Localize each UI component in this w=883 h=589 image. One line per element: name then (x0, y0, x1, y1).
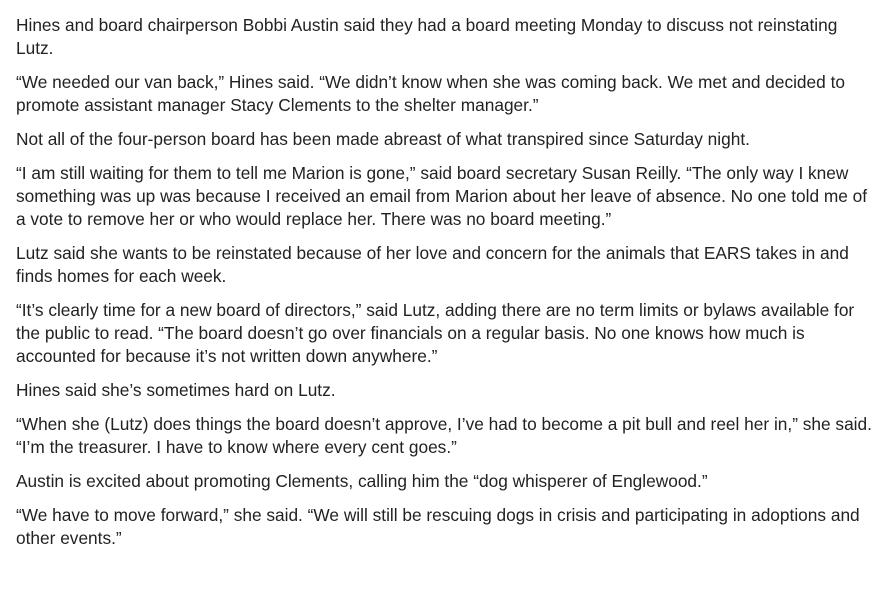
article-body (16, 14, 876, 561)
article-paragraph: “We have to move forward,” she said. “We will still be rescuing dogs in crisis and participating in adoptions and other events.” (16, 505, 860, 548)
article-paragraph: “I am still waiting for them to tell me Marion is gone,” said board secretary Susan Reilly. “The only way I knew something was up was because I received an email from Marion about her leave of absence. No one told me of a vote to remove her or who would replace her. There was no board meeting.” (16, 163, 868, 229)
article-paragraph: “We needed our van back,” Hines said. “We didn’t know when she was coming back. We met and decided to promote assistant manager Stacy Clements to the shelter manager.” (16, 72, 845, 115)
article-paragraph: “When she (Lutz) does things the board doesn’t approve, I’ve had to become a pit bull and reel her in,” she said. “I’m the treasurer. I have to know where every cent goes.” (16, 414, 872, 457)
article-paragraph: “It’s clearly time for a new board of directors,” said Lutz, adding there are no term limits or bylaws available for the public to read. “The board doesn’t go over financials on a regular basis. No one knows how much is accounted for because it’s not written down anywhere.” (16, 300, 855, 366)
article-paragraph: Lutz said she wants to be reinstated because of her love and concern for the animals that EARS takes in and finds homes for each week. (16, 243, 849, 286)
article-paragraph: Hines and board chairperson Bobbi Austin said they had a board meeting Monday to discuss not reinstating Lutz. (16, 15, 838, 58)
article-paragraph: Hines said she’s sometimes hard on Lutz. (16, 380, 336, 400)
article-paragraph: Austin is excited about promoting Clements, calling him the “dog whisperer of Englewood.” (16, 471, 708, 491)
article-paragraph: Not all of the four-person board has been made abreast of what transpired since Saturday night. (16, 129, 750, 149)
